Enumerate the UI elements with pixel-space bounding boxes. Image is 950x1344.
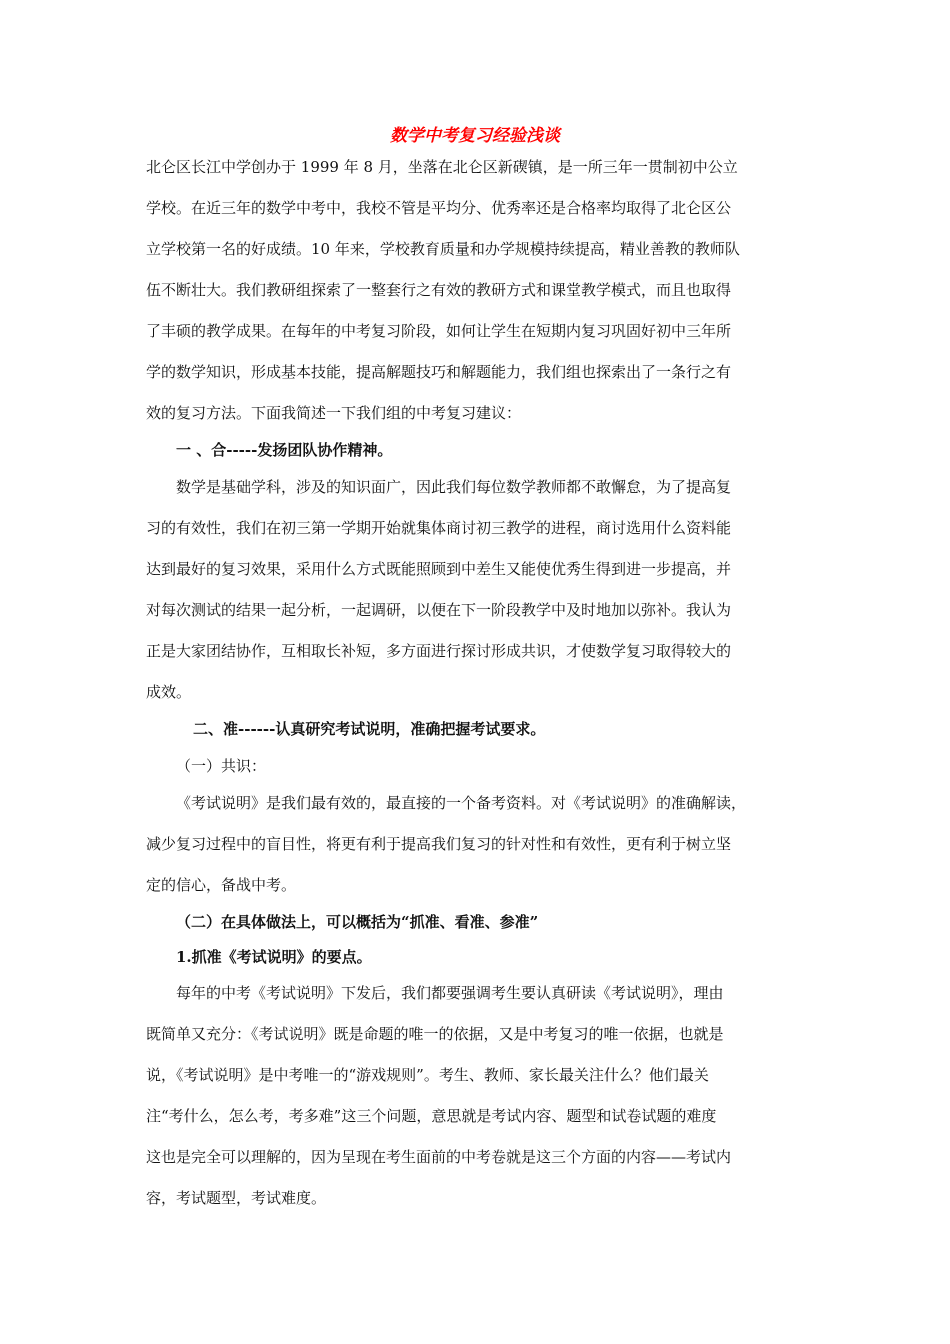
section-heading: 一 、合-----发扬团队协作精神。 [176,441,393,459]
paragraph-line: 定的信心，备战中考。 [146,876,297,894]
paragraph-line: 学校。在近三年的数学中考中，我校不管是平均分、优秀率还是合格率均取得了北仑区公 [146,199,732,217]
paragraph-line: 对每次测试的结果一起分析，一起调研，以便在下一阶段教学中及时地加以弥补。我认为 [146,601,732,619]
paragraph-line: 注“考什么，怎么考，考多难”这三个问题，意思就是考试内容、题型和试卷试题的难度 [146,1107,717,1125]
point-heading: 1.抓准《考试说明》的要点。 [176,948,372,966]
paragraph-line: 既简单又充分：《考试说明》既是命题的唯一的依据，又是中考复习的唯一依据，也就是 [146,1025,724,1043]
paragraph-line: 了丰硕的教学成果。在每年的中考复习阶段，如何让学生在短期内复习巩固好初中三年所 [146,322,732,340]
paragraph-line: 伍不断壮大。我们教研组探索了一整套行之有效的教研方式和课堂教学模式，而且也取得 [146,281,732,299]
paragraph-line: 这也是完全可以理解的，因为呈现在考生面前的中考卷就是这三个方面的内容——考试内 [146,1148,732,1166]
paragraph-line: 减少复习过程中的盲目性，将更有利于提高我们复习的针对性和有效性，更有利于树立坚 [146,835,732,853]
paragraph-line: 数学是基础学科，涉及的知识面广，因此我们每位数学教师都不敢懈怠，为了提高复 [176,478,732,496]
paragraph-line: 成效。 [146,683,192,701]
section-heading: 二、准------认真研究考试说明，准确把握考试要求。 [193,720,546,738]
paragraph-line: 容，考试题型，考试难度。 [146,1189,327,1207]
document-title: 数学中考复习经验浅谈 [390,126,560,146]
paragraph-line: 《考试说明》是我们最有效的，最直接的一个备考资料。对《考试说明》的准确解读， [176,794,747,812]
paragraph-line: 北仑区长江中学创办于 1999 年 8 月，坐落在北仑区新碶镇，是一所三年一贯制初中公立 [146,158,738,176]
paragraph-line: 学的数学知识，形成基本技能，提高解题技巧和解题能力，我们组也探索出了一条行之有 [146,363,732,381]
paragraph-line: 效的复习方法。下面我简述一下我们组的中考复习建议： [146,404,522,422]
subsection-heading: （二）在具体做法上，可以概括为“抓准、看准、参准” [176,913,539,931]
paragraph-line: 立学校第一名的好成绩。10 年来，学校教育质量和办学规模持续提高，精业善教的教师队 [146,240,740,258]
paragraph-line: 每年的中考《考试说明》下发后，我们都要强调考生要认真研读《考试说明》，理由 [176,984,724,1002]
subsection-label: （一）共识： [176,757,267,775]
paragraph-line: 正是大家团结协作，互相取长补短，多方面进行探讨形成共识，才使数学复习取得较大的 [146,642,732,660]
paragraph-line: 达到最好的复习效果，采用什么方式既能照顾到中差生又能使优秀生得到进一步提高，并 [146,560,732,578]
paragraph-line: 习的有效性，我们在初三第一学期开始就集体商讨初三教学的进程，商讨选用什么资料能 [146,519,732,537]
paragraph-line: 说，《考试说明》是中考唯一的“游戏规则”。考生、教师、家长最关注什么？他们最关 [146,1066,709,1084]
